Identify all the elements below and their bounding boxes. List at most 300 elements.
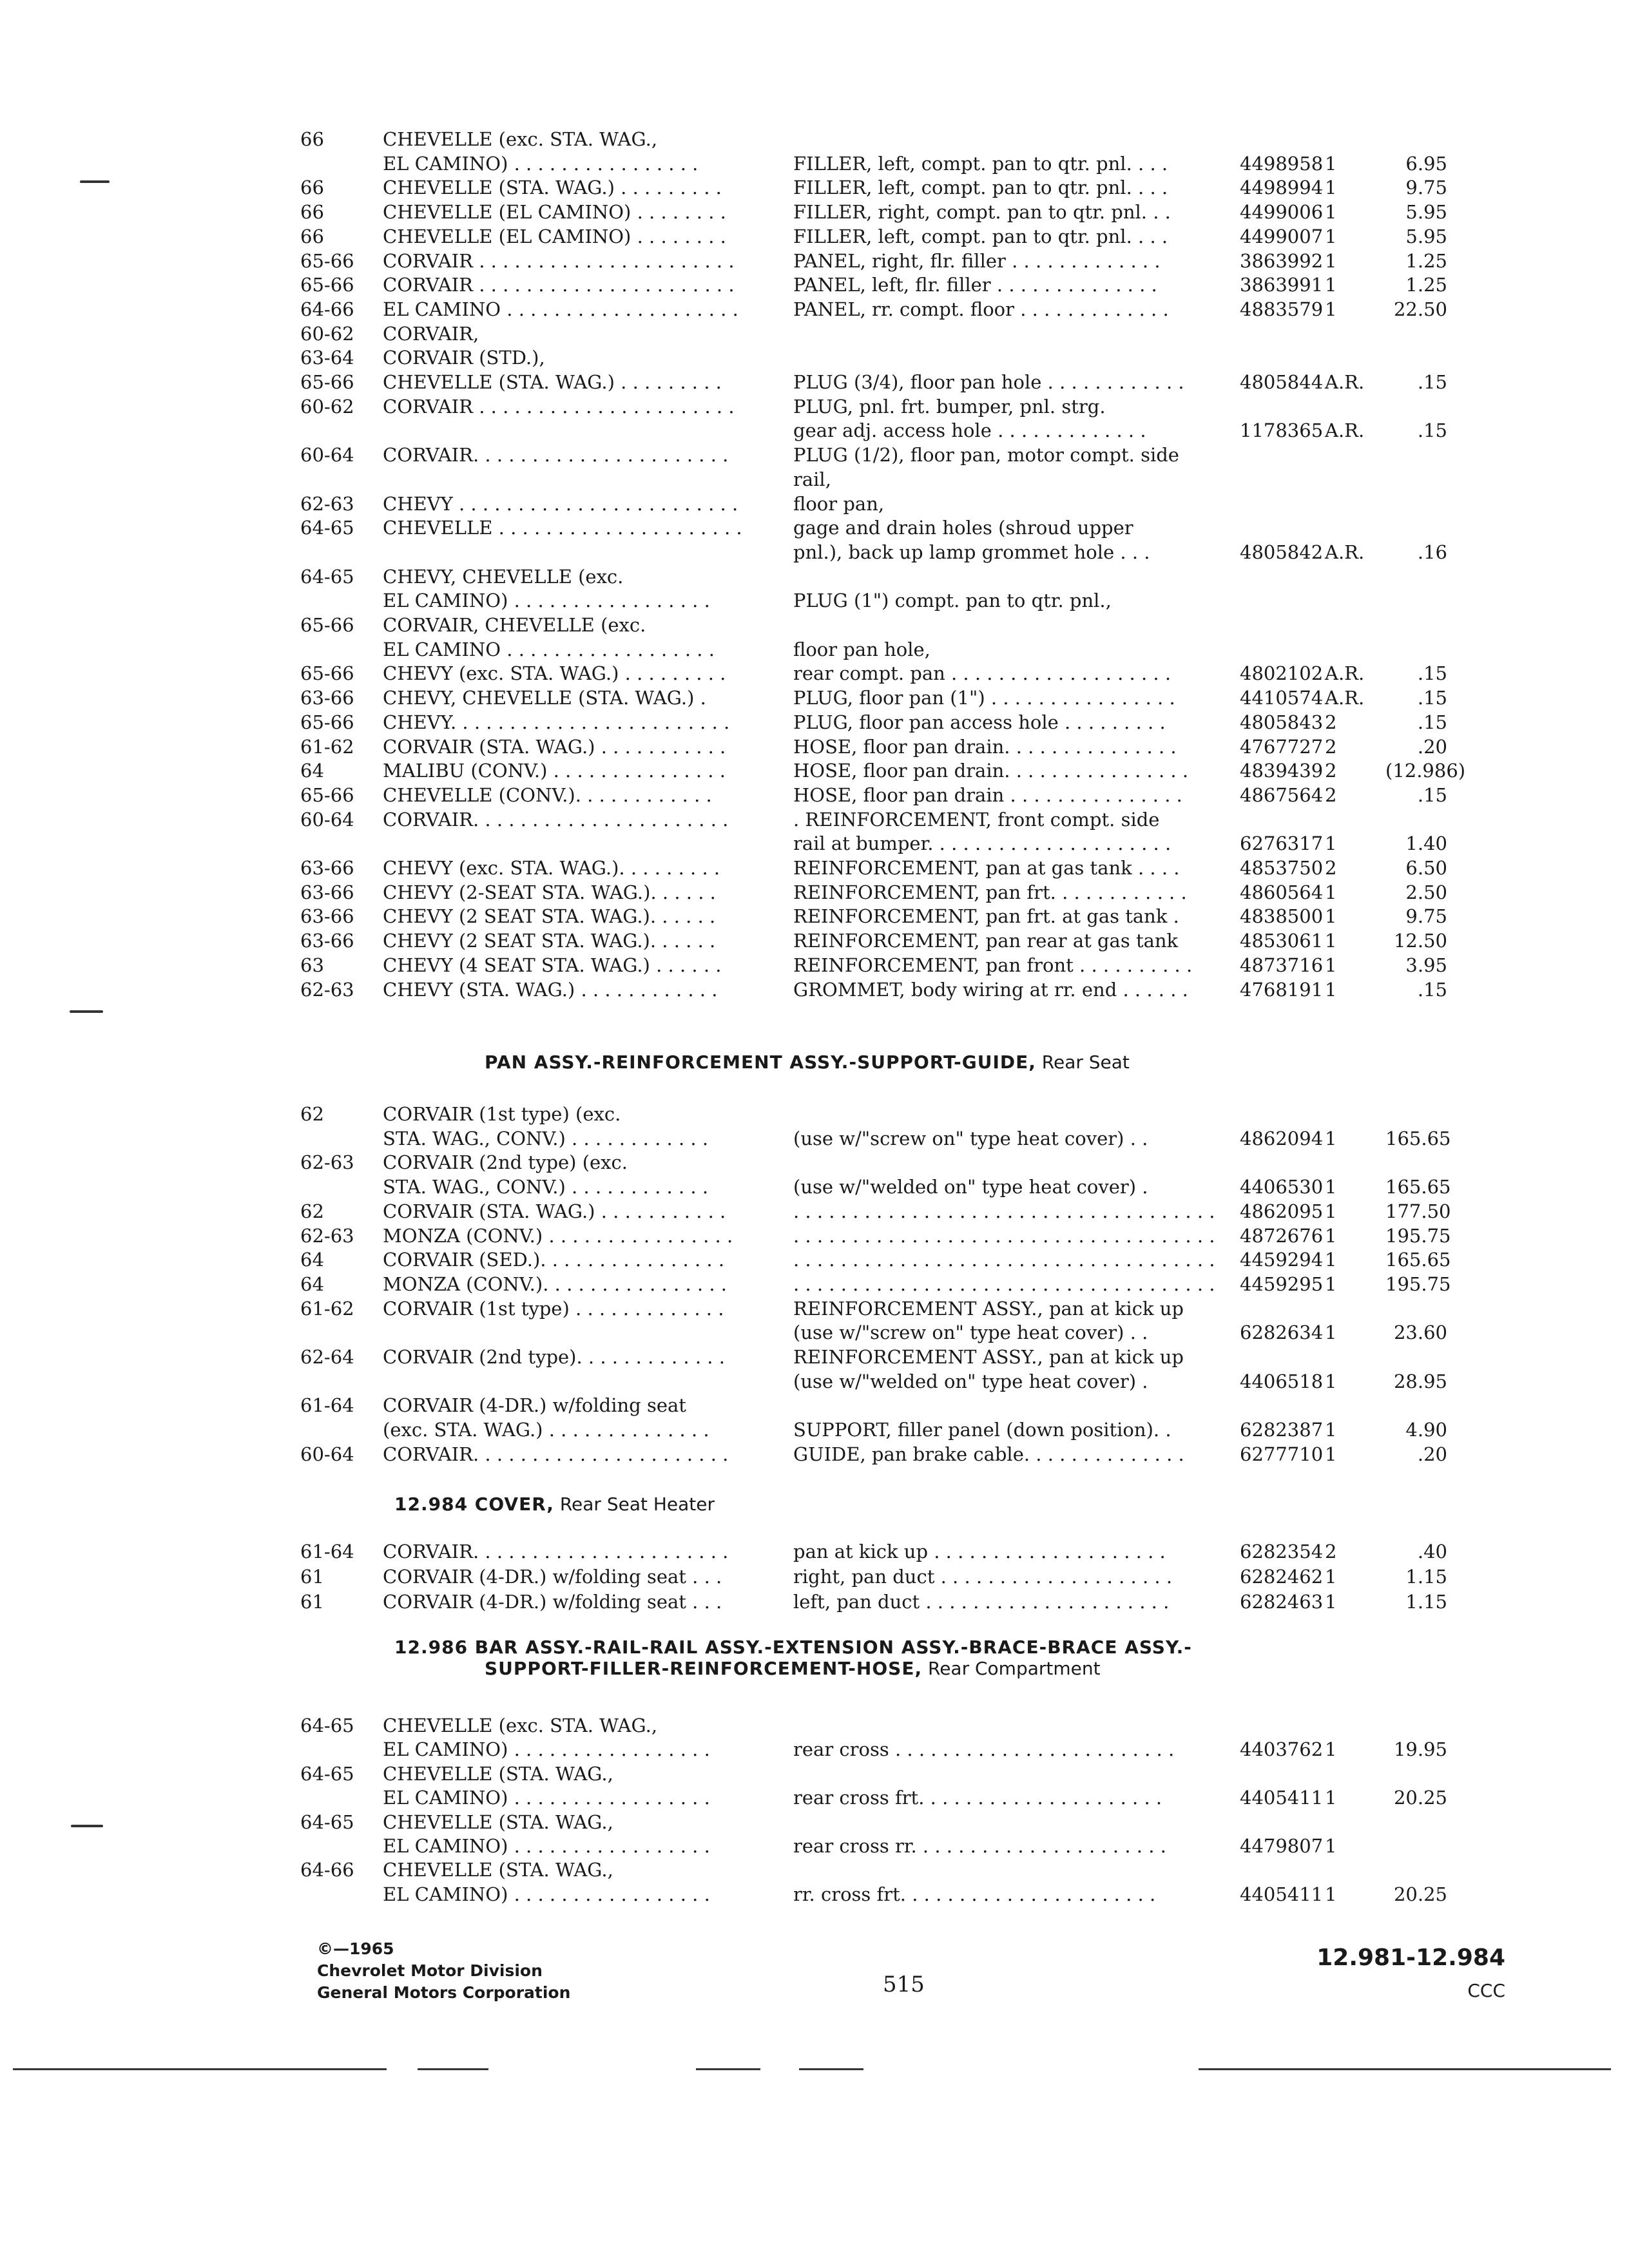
cell-model: CHEVELLE (exc. STA. WAG., (383, 1715, 658, 1736)
cell-qty: 1 (1325, 881, 1337, 903)
cell-desc: REINFORCEMENT ASSY., pan at kick up (793, 1346, 1184, 1368)
cell-model: EL CAMINO) . . . . . . . . . . . . . . . . . (383, 590, 710, 612)
cell-desc: FILLER, left, compt. pan to qtr. pnl. . . . (793, 152, 1168, 175)
cell-year: 62-63 (300, 1151, 354, 1174)
cell-price: (12.986) (1385, 760, 1466, 782)
cell-price: .20 (1417, 735, 1447, 758)
cell-year: 64-66 (300, 298, 354, 320)
parts-row (0, 1786, 1629, 1809)
copyright: ©—1965 (317, 1939, 394, 1958)
cell-desc: left, pan duct . . . . . . . . . . . . . . . . . . . . . (793, 1591, 1170, 1613)
cell-part: 4805843 (1240, 711, 1324, 733)
cell-year: 63-66 (300, 687, 354, 709)
parts-row (0, 1762, 1629, 1785)
cell-part: 6282387 (1240, 1419, 1324, 1441)
cell-desc: rail at bumper. . . . . . . . . . . . . . . . . . . . . (793, 832, 1171, 855)
cell-desc: HOSE, floor pan drain. . . . . . . . . . . . . . . (793, 735, 1177, 758)
cell-year: 64-66 (300, 1859, 354, 1881)
cell-model: CHEVY (exc. STA. WAG.) . . . . . . . . . (383, 662, 726, 685)
cell-part: 4405411 (1240, 1787, 1324, 1809)
cell-qty: 1 (1325, 1224, 1337, 1247)
cell-qty: 1 (1325, 201, 1337, 224)
cell-qty: A.R. (1325, 371, 1365, 393)
heading-title: SUPPORT-FILLER-REINFORCEMENT-HOSE, (485, 1658, 923, 1679)
parts-row (0, 346, 1629, 369)
cell-desc: right, pan duct . . . . . . . . . . . . . . . . . . . . (793, 1566, 1173, 1588)
cell-part: 6282354 (1240, 1541, 1324, 1562)
cell-part: 4406530 (1240, 1176, 1324, 1198)
cell-model: CHEVELLE (EL CAMINO) . . . . . . . . (383, 201, 726, 224)
cell-desc: PLUG (3/4), floor pan hole . . . . . . . . . . . . (793, 371, 1184, 393)
cell-part: 4862094 (1240, 1127, 1324, 1149)
cell-part: 4805842 (1240, 541, 1324, 563)
cell-price: 5.95 (1405, 225, 1447, 247)
cell-qty: 1 (1325, 930, 1337, 952)
parts-row (0, 662, 1629, 685)
cell-part: 4406518 (1240, 1370, 1324, 1392)
cell-part: 4860564 (1240, 881, 1324, 903)
parts-row (0, 1345, 1629, 1369)
cell-part: 4499007 (1240, 225, 1324, 247)
parts-row (0, 200, 1629, 224)
cell-price: 1.40 (1405, 832, 1447, 855)
cell-qty: 1 (1325, 1249, 1337, 1271)
cell-part: 4862095 (1240, 1200, 1324, 1222)
parts-row (0, 856, 1629, 879)
parts-row (0, 492, 1629, 515)
cell-year: 61 (300, 1591, 324, 1613)
division-name: Chevrolet Motor Division (317, 1961, 543, 1980)
cell-model: EL CAMINO) . . . . . . . . . . . . . . . . . (383, 1787, 710, 1809)
parts-row (0, 1370, 1629, 1393)
parts-row (0, 832, 1629, 855)
cell-desc: . . . . . . . . . . . . . . . . . . . . . . . . . . . . . . . . . . . . (793, 1273, 1215, 1295)
cell-model: CHEVELLE (CONV.). . . . . . . . . . . . (383, 783, 712, 806)
parts-row (0, 516, 1629, 539)
cell-year: 65-66 (300, 662, 354, 685)
cell-model: CHEVELLE (STA. WAG., (383, 1859, 613, 1881)
heading-subtitle: Rear Compartment (922, 1658, 1101, 1679)
cell-desc: SUPPORT, filler panel (down position). . (793, 1419, 1171, 1441)
parts-row (0, 1714, 1629, 1737)
cell-qty: A.R. (1325, 541, 1365, 563)
cell-price: 9.75 (1405, 905, 1447, 928)
cell-model: CORVAIR (STA. WAG.) . . . . . . . . . . . (383, 1200, 726, 1222)
cell-year: 65-66 (300, 783, 354, 806)
cell-desc: FILLER, left, compt. pan to qtr. pnl. . . . (793, 177, 1168, 199)
cell-desc: rr. cross frt. . . . . . . . . . . . . . . . . . . . . . (793, 1883, 1156, 1905)
cell-desc: REINFORCEMENT, pan front . . . . . . . . . . (793, 954, 1193, 976)
cell-desc: REINFORCEMENT ASSY., pan at kick up (793, 1297, 1184, 1320)
cell-price: .15 (1417, 783, 1447, 806)
cell-price: 165.65 (1385, 1249, 1451, 1271)
cell-desc: floor pan, (793, 492, 885, 515)
publisher-block (317, 1938, 570, 2004)
cell-price: 195.75 (1385, 1273, 1451, 1295)
parts-row (0, 783, 1629, 807)
cell-model: CHEVY (STA. WAG.) . . . . . . . . . . . . (383, 978, 718, 1001)
cell-model: CORVAIR (2nd type) (exc. (383, 1151, 628, 1174)
cell-model: CORVAIR (STD.), (383, 347, 545, 369)
cell-part: 4498958 (1240, 152, 1324, 175)
cell-model: CORVAIR. . . . . . . . . . . . . . . . . . . . . . (383, 1443, 729, 1465)
parts-row (0, 1811, 1629, 1834)
cell-desc: PLUG (1") compt. pan to qtr. pnl., (793, 590, 1112, 612)
cell-desc: rail, (793, 468, 831, 490)
cell-price: .20 (1417, 1443, 1447, 1465)
parts-row (0, 978, 1629, 1001)
section-heading-rear-compartment (394, 1637, 1192, 1679)
cell-desc: PLUG, pnl. frt. bumper, pnl. strg. (793, 395, 1106, 418)
cell-part: 4767727 (1240, 735, 1324, 758)
cell-price: 2.50 (1405, 881, 1447, 903)
cell-desc: HOSE, floor pan drain. . . . . . . . . . . . . . . . (793, 760, 1189, 782)
group-range: 12.981-12.984 (1316, 1945, 1505, 1971)
parts-row (0, 881, 1629, 904)
cell-part: 3863991 (1240, 274, 1324, 296)
cell-price: 165.65 (1385, 1176, 1451, 1198)
cell-model: CORVAIR (1st type) (exc. (383, 1103, 621, 1125)
parts-row (0, 176, 1629, 199)
cell-part: 4873716 (1240, 954, 1324, 976)
cell-qty: 2 (1325, 760, 1337, 782)
cell-price: 19.95 (1393, 1738, 1447, 1761)
parts-row (0, 395, 1629, 418)
cell-qty: 1 (1325, 954, 1337, 976)
cell-price: 5.95 (1405, 201, 1447, 224)
cell-year: 61-64 (300, 1541, 354, 1562)
parts-row (0, 1297, 1629, 1320)
parts-row (0, 1151, 1629, 1174)
parts-row (0, 249, 1629, 273)
cell-model: CORVAIR. . . . . . . . . . . . . . . . . . . . . . (383, 1541, 729, 1562)
cell-price: 20.25 (1393, 1787, 1447, 1809)
cell-desc: . . . . . . . . . . . . . . . . . . . . . . . . . . . . . . . . . . . . (793, 1224, 1215, 1247)
cell-model: CORVAIR . . . . . . . . . . . . . . . . . . . . . . (383, 274, 735, 296)
cell-price: 1.25 (1405, 249, 1447, 272)
parts-row (0, 589, 1629, 612)
cell-price: .15 (1417, 978, 1447, 1001)
cell-qty: 1 (1325, 1738, 1337, 1761)
cell-model: CORVAIR (1st type) . . . . . . . . . . . . . (383, 1297, 724, 1320)
cell-price: 6.50 (1405, 857, 1447, 879)
page-number: 515 (883, 1972, 925, 1997)
bottom-rule (799, 2068, 863, 2070)
cell-price: .15 (1417, 711, 1447, 733)
cell-part: 4853750 (1240, 857, 1324, 879)
parts-row (0, 443, 1629, 466)
cell-price: 28.95 (1393, 1370, 1447, 1392)
cell-model: CHEVELLE (STA. WAG., (383, 1811, 613, 1833)
cell-price: 3.95 (1405, 954, 1447, 976)
cell-price: .16 (1417, 541, 1447, 563)
cell-year: 61-62 (300, 1297, 354, 1320)
cell-year: 66 (300, 177, 324, 199)
cell-model: CORVAIR (4-DR.) w/folding seat . . . (383, 1591, 722, 1613)
cell-part: 1178365 (1240, 419, 1324, 442)
cell-model: CHEVY, CHEVELLE (STA. WAG.) . (383, 687, 706, 709)
section-heading-rear-seat-heater (394, 1494, 715, 1515)
cell-desc: (use w/"screw on" type heat cover) . . (793, 1321, 1148, 1344)
cell-model: CHEVELLE (STA. WAG.) . . . . . . . . . (383, 177, 722, 199)
parts-row (0, 1175, 1629, 1198)
cell-model: CORVAIR, CHEVELLE (exc. (383, 614, 646, 636)
cell-year: 60-64 (300, 1443, 354, 1465)
cell-model: STA. WAG., CONV.) . . . . . . . . . . . . (383, 1176, 709, 1198)
cell-desc: REINFORCEMENT, pan frt. . . . . . . . . . . . (793, 881, 1187, 903)
cell-desc: FILLER, left, compt. pan to qtr. pnl. . . . (793, 225, 1168, 247)
parts-row (0, 322, 1629, 345)
parts-row (0, 1200, 1629, 1223)
cell-model: CORVAIR. . . . . . . . . . . . . . . . . . . . . . (383, 808, 729, 831)
cell-desc: FILLER, right, compt. pan to qtr. pnl. . . (793, 201, 1171, 224)
cell-price: 23.60 (1393, 1321, 1447, 1344)
cell-price: 12.50 (1393, 930, 1447, 952)
cell-qty: 2 (1325, 711, 1337, 733)
cell-model: EL CAMINO) . . . . . . . . . . . . . . . . . (383, 1835, 710, 1857)
parts-row (0, 808, 1629, 831)
cell-price: 1.15 (1405, 1566, 1447, 1588)
cell-year: 63 (300, 954, 324, 976)
heading-title: 12.984 COVER, (394, 1494, 554, 1515)
parts-row (0, 1443, 1629, 1466)
cell-model: CHEVY (2-SEAT STA. WAG.). . . . . . (383, 881, 716, 903)
cell-part: 4768191 (1240, 978, 1324, 1001)
parts-row (0, 686, 1629, 709)
cell-part: 4403762 (1240, 1738, 1324, 1761)
parts-row (0, 1883, 1629, 1906)
cell-model: CHEVY. . . . . . . . . . . . . . . . . . . . . . . . (383, 711, 730, 733)
cell-model: CORVAIR (SED.). . . . . . . . . . . . . . . . (383, 1249, 725, 1271)
cell-model: CHEVY (4 SEAT STA. WAG.) . . . . . . (383, 954, 722, 976)
cell-qty: 1 (1325, 274, 1337, 296)
cell-part: 4498994 (1240, 177, 1324, 199)
cell-part: 4839439 (1240, 760, 1324, 782)
cell-model: CHEVY, CHEVELLE (exc. (383, 565, 624, 588)
cell-model: CORVAIR (2nd type). . . . . . . . . . . . . (383, 1346, 725, 1368)
cell-year: 60-64 (300, 808, 354, 831)
cell-qty: 2 (1325, 1541, 1337, 1562)
cell-year: 65-66 (300, 614, 354, 636)
cell-model: EL CAMINO) . . . . . . . . . . . . . . . . (383, 152, 699, 175)
parts-row (0, 298, 1629, 321)
cell-model: CHEVY (exc. STA. WAG.). . . . . . . . . (383, 857, 720, 879)
bottom-rule (418, 2068, 488, 2070)
parts-row (0, 273, 1629, 296)
catalog-code: CCC (1467, 1980, 1505, 2001)
cell-qty: 1 (1325, 832, 1337, 855)
cell-part: 6276317 (1240, 832, 1324, 855)
parts-row (0, 565, 1629, 588)
cell-qty: 2 (1325, 857, 1337, 879)
cell-qty: 2 (1325, 735, 1337, 758)
cell-year: 64 (300, 1273, 324, 1295)
cell-year: 64 (300, 1249, 324, 1271)
cell-year: 62-64 (300, 1346, 354, 1368)
cell-qty: 1 (1325, 1883, 1337, 1905)
cell-price: 6.95 (1405, 152, 1447, 175)
cell-price: 177.50 (1385, 1200, 1451, 1222)
cell-year: 63-66 (300, 857, 354, 879)
cell-part: 4867564 (1240, 783, 1324, 806)
cell-year: 61-62 (300, 735, 354, 758)
parts-row (0, 1858, 1629, 1881)
cell-price: 195.75 (1385, 1224, 1451, 1247)
cell-desc: (use w/"welded on" type heat cover) . (793, 1176, 1148, 1198)
cell-year: 65-66 (300, 711, 354, 733)
parts-row (0, 225, 1629, 248)
cell-year: 66 (300, 128, 324, 150)
parts-row (0, 1224, 1629, 1247)
margin-mark (70, 1010, 103, 1013)
cell-qty: 1 (1325, 1443, 1337, 1465)
parts-row (0, 1102, 1629, 1126)
cell-desc: floor pan hole, (793, 638, 930, 660)
bottom-rule (13, 2068, 387, 2070)
cell-qty: 1 (1325, 249, 1337, 272)
cell-price: .15 (1417, 662, 1447, 685)
cell-desc: rear compt. pan . . . . . . . . . . . . . . . . . . . (793, 662, 1171, 685)
section-heading-rear-seat-pan (485, 1052, 1130, 1073)
cell-part: 6282463 (1240, 1591, 1324, 1613)
cell-desc: GUIDE, pan brake cable. . . . . . . . . . . . . . (793, 1443, 1184, 1465)
cell-model: CORVAIR . . . . . . . . . . . . . . . . . . . . . . (383, 249, 735, 272)
cell-part: 4499006 (1240, 201, 1324, 224)
cell-qty: 1 (1325, 1273, 1337, 1295)
cell-qty: 1 (1325, 298, 1337, 320)
cell-qty: A.R. (1325, 419, 1365, 442)
cell-part: 4838500 (1240, 905, 1324, 928)
parts-row (0, 419, 1629, 442)
cell-part: 4479807 (1240, 1835, 1324, 1857)
cell-year: 65-66 (300, 274, 354, 296)
cell-model: CHEVY (2 SEAT STA. WAG.). . . . . . (383, 930, 716, 952)
cell-qty: 1 (1325, 978, 1337, 1001)
cell-model: EL CAMINO . . . . . . . . . . . . . . . . . . . . (383, 298, 738, 320)
cell-model: (exc. STA. WAG.) . . . . . . . . . . . . . . (383, 1419, 709, 1441)
cell-desc: rear cross frt. . . . . . . . . . . . . . . . . . . . . (793, 1787, 1162, 1809)
cell-model: CORVAIR (4-DR.) w/folding seat (383, 1394, 686, 1417)
cell-model: CHEVELLE (exc. STA. WAG., (383, 128, 658, 150)
cell-desc: (use w/"welded on" type heat cover) . (793, 1370, 1148, 1392)
cell-year: 64 (300, 760, 324, 782)
parts-row (0, 152, 1629, 175)
cell-desc: pnl.), back up lamp grommet hole . . . (793, 541, 1150, 563)
cell-part: 6282634 (1240, 1321, 1324, 1344)
cell-desc: pan at kick up . . . . . . . . . . . . . . . . . . . . (793, 1541, 1166, 1562)
parts-row (0, 1834, 1629, 1858)
parts-row (0, 1565, 1629, 1588)
cell-year: 61-64 (300, 1394, 354, 1417)
cell-price: 20.25 (1393, 1883, 1447, 1905)
cell-model: CHEVY . . . . . . . . . . . . . . . . . . . . . . . . (383, 492, 738, 515)
cell-desc: REINFORCEMENT, pan frt. at gas tank . (793, 905, 1179, 928)
parts-row (0, 613, 1629, 637)
parts-row (0, 1738, 1629, 1761)
cell-model: STA. WAG., CONV.) . . . . . . . . . . . . (383, 1127, 709, 1149)
cell-qty: A.R. (1325, 687, 1365, 709)
parts-row (0, 1321, 1629, 1344)
cell-desc: . . . . . . . . . . . . . . . . . . . . . . . . . . . . . . . . . . . . (793, 1200, 1215, 1222)
cell-part: 4802102 (1240, 662, 1324, 685)
heading-subtitle: Rear Seat (1036, 1052, 1130, 1073)
cell-year: 64-65 (300, 517, 354, 539)
cell-desc: PANEL, left, flr. filler . . . . . . . . . . . . . . (793, 274, 1157, 296)
cell-qty: 1 (1325, 1127, 1337, 1149)
bottom-rule (1199, 2068, 1611, 2070)
cell-year: 61 (300, 1566, 324, 1588)
parts-row (0, 128, 1629, 151)
cell-price: .40 (1417, 1541, 1447, 1562)
cell-desc: (use w/"screw on" type heat cover) . . (793, 1127, 1148, 1149)
cell-part: 6277710 (1240, 1443, 1324, 1465)
cell-desc: gear adj. access hole . . . . . . . . . . . . . (793, 419, 1146, 442)
cell-year: 62-63 (300, 1224, 354, 1247)
group-range-block (1316, 1945, 1505, 2001)
cell-model: CORVAIR, (383, 322, 479, 345)
cell-year: 62-63 (300, 978, 354, 1001)
cell-year: 60-62 (300, 322, 354, 345)
parts-row (0, 929, 1629, 952)
cell-year: 63-66 (300, 905, 354, 928)
cell-year: 66 (300, 201, 324, 224)
cell-desc: PANEL, rr. compt. floor . . . . . . . . . . . . . (793, 298, 1169, 320)
cell-part: 4853061 (1240, 930, 1324, 952)
cell-desc: PLUG (1/2), floor pan, motor compt. side (793, 444, 1179, 466)
parts-row (0, 1540, 1629, 1563)
cell-year: 65-66 (300, 249, 354, 272)
cell-year: 65-66 (300, 371, 354, 393)
cell-price: 4.90 (1405, 1419, 1447, 1441)
parts-row (0, 1248, 1629, 1271)
cell-year: 64-65 (300, 1762, 354, 1785)
cell-model: CHEVELLE (STA. WAG., (383, 1762, 613, 1785)
cell-part: 4883579 (1240, 298, 1324, 320)
cell-model: EL CAMINO) . . . . . . . . . . . . . . . . . (383, 1883, 710, 1905)
cell-year: 62-63 (300, 492, 354, 515)
parts-row (0, 541, 1629, 564)
cell-qty: 1 (1325, 905, 1337, 928)
cell-year: 60-64 (300, 444, 354, 466)
cell-desc: REINFORCEMENT, pan at gas tank . . . . (793, 857, 1180, 879)
cell-model: CORVAIR. . . . . . . . . . . . . . . . . . . . . . (383, 444, 729, 466)
cell-part: 4872676 (1240, 1224, 1324, 1247)
cell-desc: PLUG, floor pan access hole . . . . . . . . . (793, 711, 1166, 733)
heading-subtitle: Rear Seat Heater (554, 1494, 715, 1515)
cell-desc: HOSE, floor pan drain . . . . . . . . . . . . . . . (793, 783, 1182, 806)
parts-row (0, 1127, 1629, 1150)
cell-desc: . REINFORCEMENT, front compt. side (793, 808, 1160, 831)
cell-desc: . . . . . . . . . . . . . . . . . . . . . . . . . . . . . . . . . . . . (793, 1249, 1215, 1271)
parts-row (0, 1394, 1629, 1417)
cell-model: MALIBU (CONV.) . . . . . . . . . . . . . . . (383, 760, 726, 782)
cell-qty: 1 (1325, 1200, 1337, 1222)
parts-row (0, 468, 1629, 491)
cell-price: .15 (1417, 371, 1447, 393)
parts-row (0, 735, 1629, 758)
cell-part: 4459295 (1240, 1273, 1324, 1295)
cell-part: 4805844 (1240, 371, 1324, 393)
parts-row (0, 954, 1629, 977)
cell-price: 9.75 (1405, 177, 1447, 199)
parts-row (0, 1418, 1629, 1441)
cell-qty: 1 (1325, 1321, 1337, 1344)
corporation-name: General Motors Corporation (317, 1983, 571, 2002)
heading-line-2 (394, 1658, 1192, 1679)
cell-model: CHEVELLE . . . . . . . . . . . . . . . . . . . . . (383, 517, 742, 539)
cell-model: CORVAIR . . . . . . . . . . . . . . . . . . . . . . (383, 395, 735, 418)
cell-price: .15 (1417, 419, 1447, 442)
